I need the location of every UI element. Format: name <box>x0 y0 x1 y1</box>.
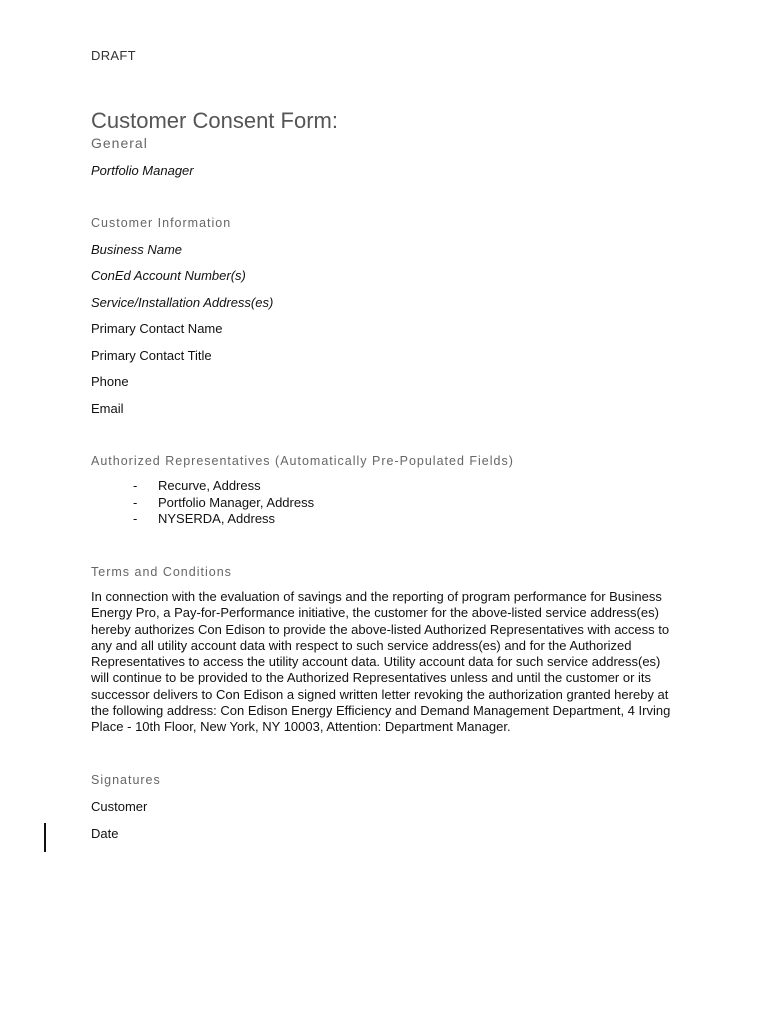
field-primary-contact-name[interactable]: Primary Contact Name <box>91 321 223 336</box>
form-title: Customer Consent Form: <box>91 108 338 133</box>
authorized-reps-list <box>133 478 314 528</box>
field-primary-contact-title[interactable]: Primary Contact Title <box>91 348 212 363</box>
field-business-name[interactable]: Business Name <box>91 242 183 257</box>
list-item: - NYSERDA, Address <box>133 511 276 526</box>
customer-info-heading: Customer Information <box>91 216 232 230</box>
text-cursor-marker <box>44 823 46 852</box>
field-account-number[interactable]: ConEd Account Number(s) <box>91 268 246 283</box>
field-date[interactable]: Date <box>91 826 119 841</box>
list-item: - Portfolio Manager, Address <box>133 494 315 510</box>
terms-heading: Terms and Conditions <box>91 565 232 579</box>
authorized-reps-heading: Authorized Representatives (Automatically Pre-Populated Fields) <box>91 454 514 468</box>
field-service-address[interactable]: Service/Installation Address(es) <box>91 295 274 310</box>
draft-label: DRAFT <box>91 48 136 63</box>
field-email[interactable]: Email <box>91 401 124 416</box>
field-customer-signature[interactable]: Customer <box>91 799 148 814</box>
field-phone[interactable]: Phone <box>91 374 129 389</box>
program-name: Portfolio Manager <box>91 163 194 178</box>
list-item: - Recurve, Address <box>133 478 261 493</box>
signatures-heading: Signatures <box>91 773 161 787</box>
terms-body: In connection with the evaluation of savings and the reporting of program performance for Business Energy Pro, a Pay-for-Performance initiative, the customer for the above-listed service address(es) hereby authorizes Con Edison to provide the above-listed Authorized Representatives with access to any and all utility account data with respect to such service address(es) and for the Authorized Representatives to access the utility account data. Utility account data for such service address(es) will continue to be provided to the Authorized Representatives unless and until the customer or its successor delivers to Con Edison a signed written letter revoking the authorization granted hereby at the following address: Con Edison Energy Efficiency and Demand Management Department, 4 Irving Place - 10th Floor, New York, NY 10003, Attention: Department Manager. <box>91 589 671 735</box>
form-subtitle: General <box>91 135 148 151</box>
